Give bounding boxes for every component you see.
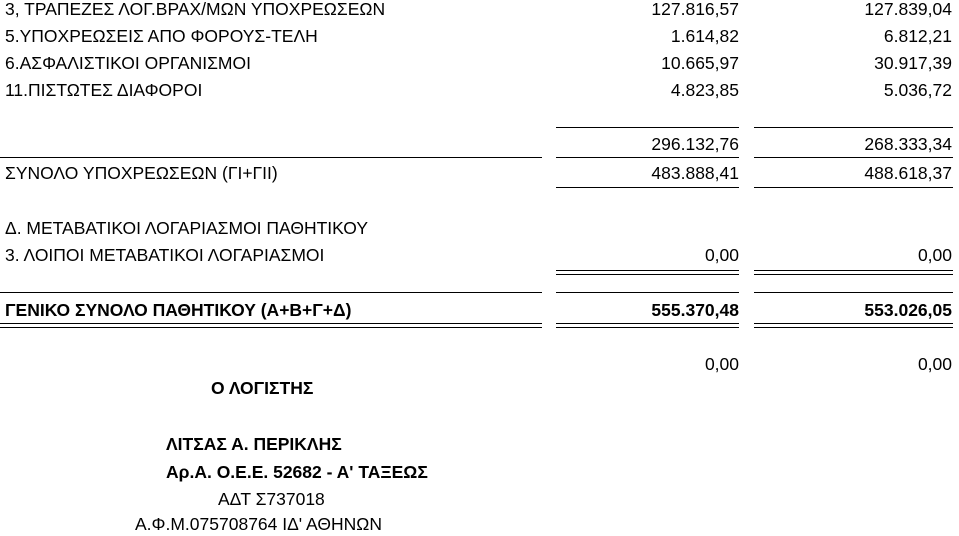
grand-total-value-previous: 553.026,05	[864, 300, 952, 320]
signature-role: Ο ΛΟΓΙΣΤΗΣ	[211, 378, 314, 398]
liability-row-insurance	[0, 51, 959, 75]
grand-total-row	[0, 298, 959, 322]
grand-total-double-rule-current	[556, 323, 739, 328]
total-liabilities-value-previous: 488.618,37	[864, 163, 952, 183]
section-d-label: Δ. ΜΕΤΑΒΑΤΙΚΟΙ ΛΟΓΑΡΙΑΣΜΟΙ ΠΑΘΗΤΙΚΟΥ	[5, 218, 369, 238]
total-liabilities-row	[0, 161, 959, 185]
total-liabilities-rule	[0, 157, 542, 158]
subtotal-value-previous: 268.333,34	[864, 134, 952, 154]
grand-total-rule	[0, 292, 542, 293]
other-transit-row	[0, 243, 959, 267]
subtotal-row	[0, 132, 959, 156]
other-transit-double-rule-current	[556, 270, 739, 275]
other-transit-double-rule-previous	[754, 270, 953, 275]
total-liabilities-label: ΣΥΝΟΛΟ ΥΠΟΧΡΕΩΣΕΩΝ (ΓΙ+ΓΙΙ)	[5, 163, 278, 183]
liability-row-banks	[0, 0, 959, 21]
memo-value-current: 0,00	[704, 354, 739, 374]
signature-name: ΛΙΤΣΑΣ Α. ΠΕΡΙΚΛΗΣ	[166, 434, 342, 454]
grand-total-double-rule	[0, 323, 542, 328]
row-value-current: 10.665,97	[661, 53, 739, 73]
row-value-previous: 5.036,72	[883, 80, 952, 100]
subtotal-rule-current	[556, 127, 739, 128]
grand-total-rule-current	[556, 292, 739, 293]
row-value-previous: 30.917,39	[874, 53, 952, 73]
signature-license: Αρ.Α. Ο.Ε.Ε. 52682 - Α' ΤΑΞΕΩΣ	[166, 462, 428, 482]
liability-row-taxes	[0, 24, 959, 48]
liability-row-creditors	[0, 78, 959, 102]
grand-total-double-rule-previous	[754, 323, 953, 328]
other-transit-value-current: 0,00	[704, 245, 739, 265]
total-liabilities-rule-previous	[754, 157, 953, 158]
signature-id-card: ΑΔΤ Σ737018	[218, 489, 325, 509]
memo-value-previous: 0,00	[917, 354, 952, 374]
other-transit-value-previous: 0,00	[917, 245, 952, 265]
row-label: 11.ΠΙΣΤΩΤΕΣ ΔΙΑΦΟΡΟΙ	[5, 80, 203, 100]
row-label: 5.ΥΠΟΧΡΕΩΣΕΙΣ ΑΠΟ ΦΟΡΟΥΣ-ΤΕΛΗ	[5, 26, 318, 46]
section-d-heading	[0, 216, 959, 240]
row-value-previous: 127.839,04	[864, 0, 952, 19]
other-transit-label: 3. ΛΟΙΠΟΙ ΜΕΤΑΒΑΤΙΚΟΙ ΛΟΓΑΡΙΑΣΜΟΙ	[5, 245, 325, 265]
subtotal-rule-previous	[754, 127, 953, 128]
grand-total-value-current: 555.370,48	[651, 300, 739, 320]
row-label: 6.ΑΣΦΑΛΙΣΤΙΚΟΙ ΟΡΓΑΝΙΣΜΟΙ	[5, 53, 251, 73]
total-liabilities-underline-current	[556, 187, 739, 188]
row-label: 3, ΤΡΑΠΕΖΕΣ ΛΟΓ.ΒΡΑΧ/ΜΩΝ ΥΠΟΧΡΕΩΣΕΩΝ	[5, 0, 386, 19]
row-value-current: 4.823,85	[670, 80, 739, 100]
total-liabilities-value-current: 483.888,41	[651, 163, 739, 183]
grand-total-rule-previous	[754, 292, 953, 293]
signature-tax-id: Α.Φ.Μ.075708764 ΙΔ' ΑΘΗΝΩΝ	[135, 514, 382, 534]
memo-row	[0, 352, 959, 376]
row-value-current: 1.614,82	[670, 26, 739, 46]
row-value-current: 127.816,57	[651, 0, 739, 19]
grand-total-label: ΓΕΝΙΚΟ ΣΥΝΟΛΟ ΠΑΘΗΤΙΚΟΥ (Α+Β+Γ+Δ)	[5, 300, 352, 320]
total-liabilities-rule-current	[556, 157, 739, 158]
row-value-previous: 6.812,21	[883, 26, 952, 46]
subtotal-value-current: 296.132,76	[651, 134, 739, 154]
total-liabilities-underline-previous	[754, 187, 953, 188]
